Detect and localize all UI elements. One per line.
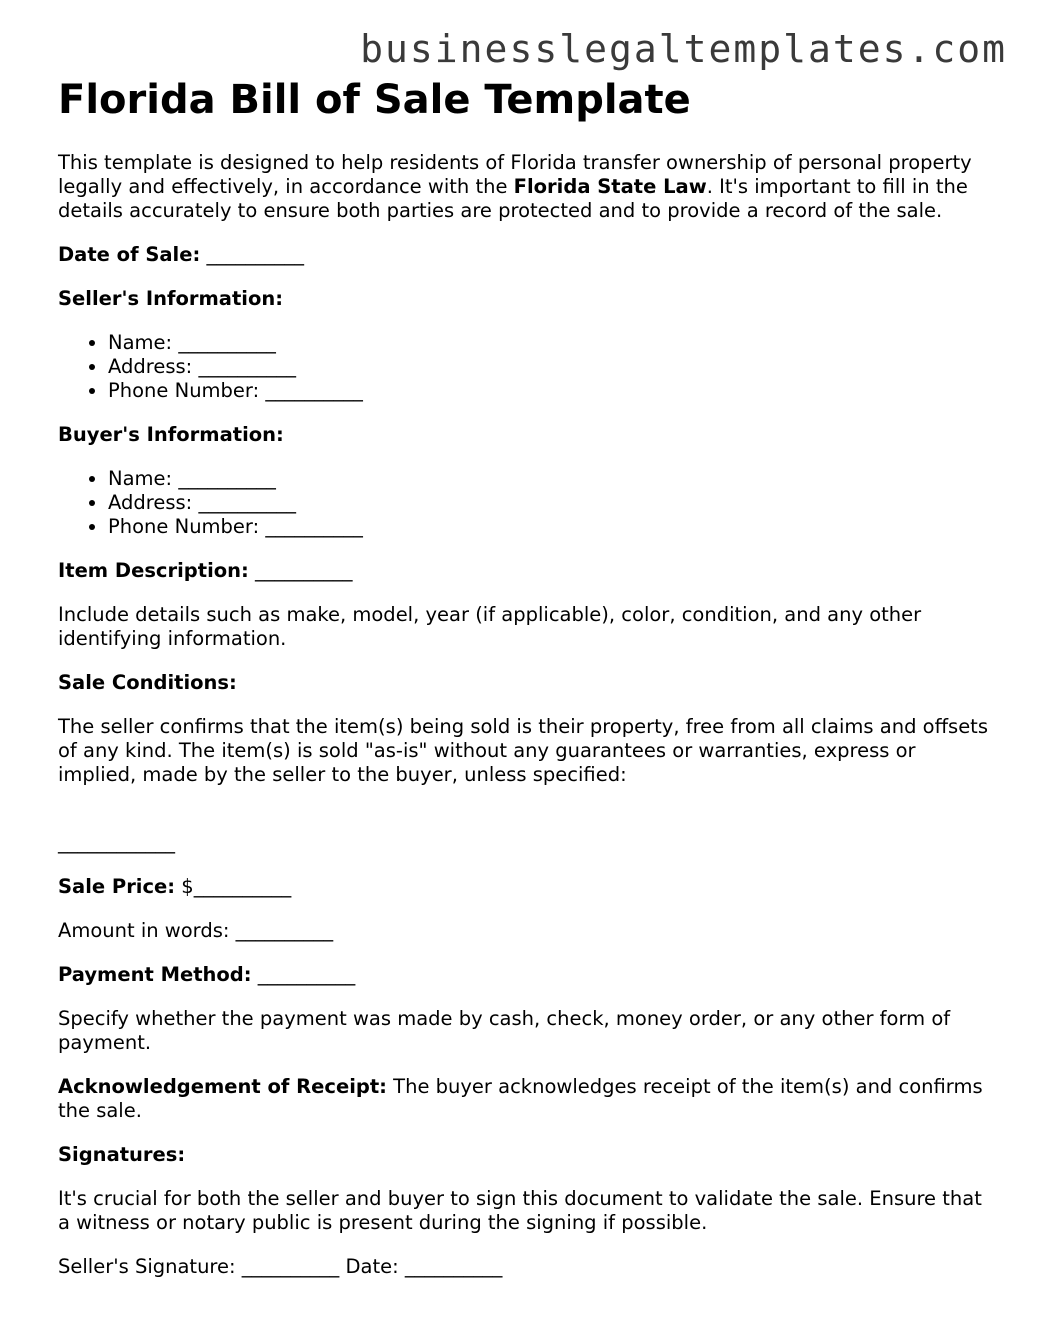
- signatures-heading: [58, 1143, 988, 1167]
- item-description-label: Item Description:: [58, 559, 249, 582]
- sale-conditions-heading-text: Sale Conditions:: [58, 671, 237, 694]
- page-title: Florida Bill of Sale Template: [58, 77, 691, 123]
- payment-method-line: [58, 963, 988, 987]
- seller-address-blank: __________: [198, 355, 296, 378]
- seller-phone-label: Phone Number:: [108, 379, 260, 402]
- seller-heading: [58, 287, 988, 311]
- buyer-list: [58, 467, 988, 539]
- signatures-heading-text: Signatures:: [58, 1143, 186, 1166]
- seller-heading-text: Seller's Information:: [58, 287, 284, 310]
- date-of-sale-line: [58, 243, 988, 267]
- list-item: [108, 331, 988, 355]
- payment-method-label: Payment Method:: [58, 963, 252, 986]
- list-item: [108, 515, 988, 539]
- list-item: [108, 355, 988, 379]
- amount-in-words-label: Amount in words:: [58, 919, 230, 942]
- amount-in-words-line: [58, 919, 988, 943]
- buyer-name-blank: __________: [178, 467, 276, 490]
- signatures-text: It's crucial for both the seller and buyer to sign this document to validate the sale. Ensure that a witness or notary public is present during the signing if possible.: [58, 1187, 982, 1234]
- intro-bold-law: Florida State Law: [513, 175, 707, 198]
- intro-text-before: This template is designed to help residents of Florida transfer ownership of personal property legally and effectively, in accordance with the: [58, 151, 972, 198]
- item-description-line: [58, 559, 988, 583]
- sale-price-label: Sale Price:: [58, 875, 176, 898]
- signature-line: [58, 1255, 988, 1279]
- sale-conditions-blank: ____________: [58, 831, 175, 854]
- sale-conditions-heading: [58, 671, 988, 695]
- acknowledgement-label: Acknowledgement of Receipt:: [58, 1075, 387, 1098]
- buyer-phone-label: Phone Number:: [108, 515, 260, 538]
- seller-name-blank: __________: [178, 331, 276, 354]
- sale-conditions-text: The seller confirms that the item(s) being sold is their property, free from all claims and offsets of any kind. The item(s) is sold "as-is" without any guarantees or warranties, express or implied, made by the seller to the buyer, unless specified:: [58, 715, 988, 786]
- signature-date-label: Date:: [345, 1255, 399, 1278]
- sale-price-line: [58, 875, 988, 899]
- buyer-name-label: Name:: [108, 467, 173, 490]
- item-description-note: Include details such as make, model, year (if applicable), color, condition, and any other identifying information.: [58, 603, 922, 650]
- buyer-address-blank: __________: [198, 491, 296, 514]
- seller-address-label: Address:: [108, 355, 193, 378]
- list-item: [108, 379, 988, 403]
- item-description-blank: __________: [255, 559, 353, 582]
- list-item: [108, 491, 988, 515]
- seller-list: [58, 331, 988, 403]
- seller-signature-blank: __________: [241, 1255, 340, 1278]
- buyer-heading: [58, 423, 988, 447]
- payment-method-note: Specify whether the payment was made by cash, check, money order, or any other form of payment.: [58, 1007, 951, 1054]
- intro-paragraph: [58, 151, 988, 223]
- acknowledgement-text: The buyer acknowledges receipt of the item(s) and confirms the sale.: [58, 1075, 983, 1122]
- date-of-sale-label: Date of Sale:: [58, 243, 201, 266]
- seller-name-label: Name:: [108, 331, 173, 354]
- document-body: [58, 76, 988, 1279]
- intro-text-after: . It's important to fill in the details accurately to ensure both parties are protected and to provide a record of the sale.: [58, 175, 968, 222]
- buyer-address-label: Address:: [108, 491, 193, 514]
- seller-phone-blank: __________: [265, 379, 363, 402]
- buyer-phone-blank: __________: [265, 515, 363, 538]
- acknowledgement-paragraph: [58, 1075, 988, 1123]
- list-item: [108, 467, 988, 491]
- signature-date-blank: __________: [404, 1255, 503, 1278]
- seller-signature-label: Seller's Signature:: [58, 1255, 236, 1278]
- sale-price-blank: $__________: [181, 875, 292, 898]
- date-of-sale-blank: __________: [206, 243, 304, 266]
- payment-method-blank: __________: [257, 963, 356, 986]
- buyer-heading-text: Buyer's Information:: [58, 423, 284, 446]
- amount-in-words-blank: __________: [235, 919, 334, 942]
- watermark: businesslegaltemplates.com: [360, 27, 1007, 71]
